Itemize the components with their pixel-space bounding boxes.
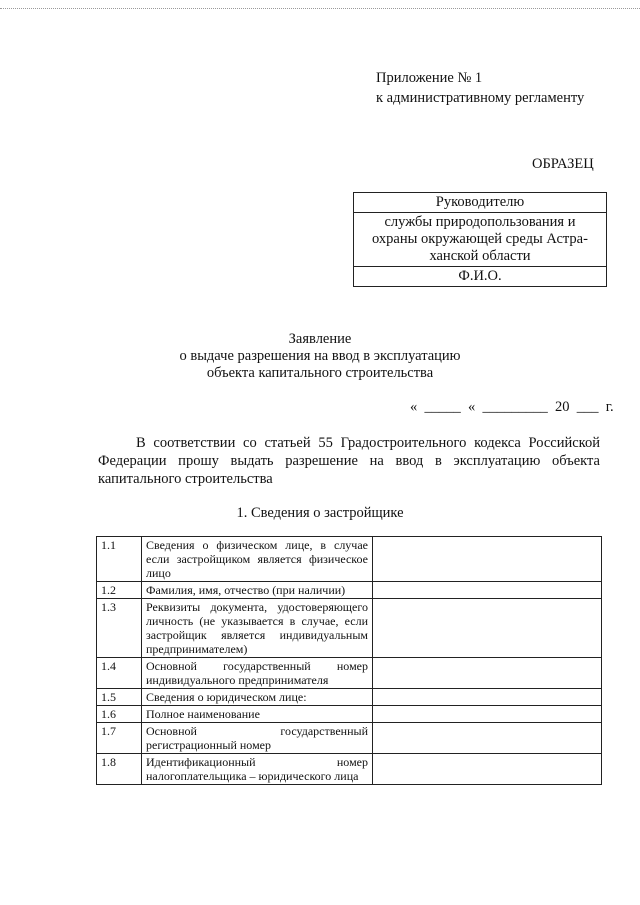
- table-row: [97, 754, 602, 785]
- table-row: [97, 658, 602, 689]
- scan-edge-line: [0, 8, 640, 9]
- row-number: 1.4: [97, 658, 142, 689]
- title-line-2: о выдаче разрешения на ввод в эксплуатацию: [179, 348, 461, 364]
- row-description: Сведения о физическом лице, в случае если застройщиком является физическое лицо: [142, 537, 373, 582]
- row-number: 1.7: [97, 723, 142, 754]
- addressee-box: [353, 192, 607, 287]
- appendix-line-1: Приложение № 1: [376, 70, 483, 86]
- intro-paragraph: В соответствии со статьей 55 Градостроительного кодекса Российской Федерации прошу выдать разрешение на ввод в эксплуатацию объекта капитального строительства: [98, 435, 600, 487]
- title-line-3: объекта капитального строительства: [206, 365, 434, 381]
- appendix-line-2: к административному регламенту: [376, 90, 585, 106]
- row-value-field[interactable]: [373, 582, 602, 599]
- row-value-field[interactable]: [373, 537, 602, 582]
- row-value-field[interactable]: [373, 754, 602, 785]
- row-number: 1.6: [97, 706, 142, 723]
- title-line-1: Заявление: [288, 331, 352, 347]
- row-description: Основной государственный регистрационный номер: [142, 723, 373, 754]
- addressee-org-line-2: охраны окружающей среды Астра-: [372, 231, 588, 247]
- addressee-org-line-1: службы природопользования и: [384, 214, 576, 230]
- row-value-field[interactable]: [373, 706, 602, 723]
- row-number: 1.8: [97, 754, 142, 785]
- appendix-note: [376, 68, 584, 108]
- row-description: Сведения о юридическом лице:: [142, 689, 373, 706]
- table-row: [97, 706, 602, 723]
- table-row: [97, 689, 602, 706]
- addressee-org: [354, 213, 606, 267]
- row-number: 1.2: [97, 582, 142, 599]
- table-row: [97, 723, 602, 754]
- row-number: 1.1: [97, 537, 142, 582]
- addressee-org-line-3: ханской области: [429, 248, 531, 264]
- addressee-fio: Ф.И.О.: [458, 268, 502, 284]
- section-title: 1. Сведения о застройщике: [236, 505, 404, 521]
- date-field[interactable]: « _____ « _________ 20 ___ г.: [410, 399, 614, 415]
- row-value-field[interactable]: [373, 723, 602, 754]
- sample-label: ОБРАЗЕЦ: [532, 156, 594, 172]
- addressee-to: Руководителю: [354, 193, 606, 213]
- row-number: 1.5: [97, 689, 142, 706]
- developer-info-table: [96, 536, 602, 785]
- table-row: [97, 537, 602, 582]
- row-value-field[interactable]: [373, 658, 602, 689]
- row-description: Основной государственный номер индивидуального предпринимателя: [142, 658, 373, 689]
- row-description: Фамилия, имя, отчество (при наличии): [142, 582, 373, 599]
- row-description: Полное наименование: [142, 706, 373, 723]
- row-description: Реквизиты документа, удостоверяющего личность (не указывается в случае, если застройщик является индивидуальным предпринимателем): [142, 599, 373, 658]
- row-number: 1.3: [97, 599, 142, 658]
- table-row: [97, 582, 602, 599]
- document-title: [0, 331, 640, 382]
- row-value-field[interactable]: [373, 689, 602, 706]
- row-value-field[interactable]: [373, 599, 602, 658]
- row-description: Идентификационный номер налогоплательщика – юридического лица: [142, 754, 373, 785]
- table-row: [97, 599, 602, 658]
